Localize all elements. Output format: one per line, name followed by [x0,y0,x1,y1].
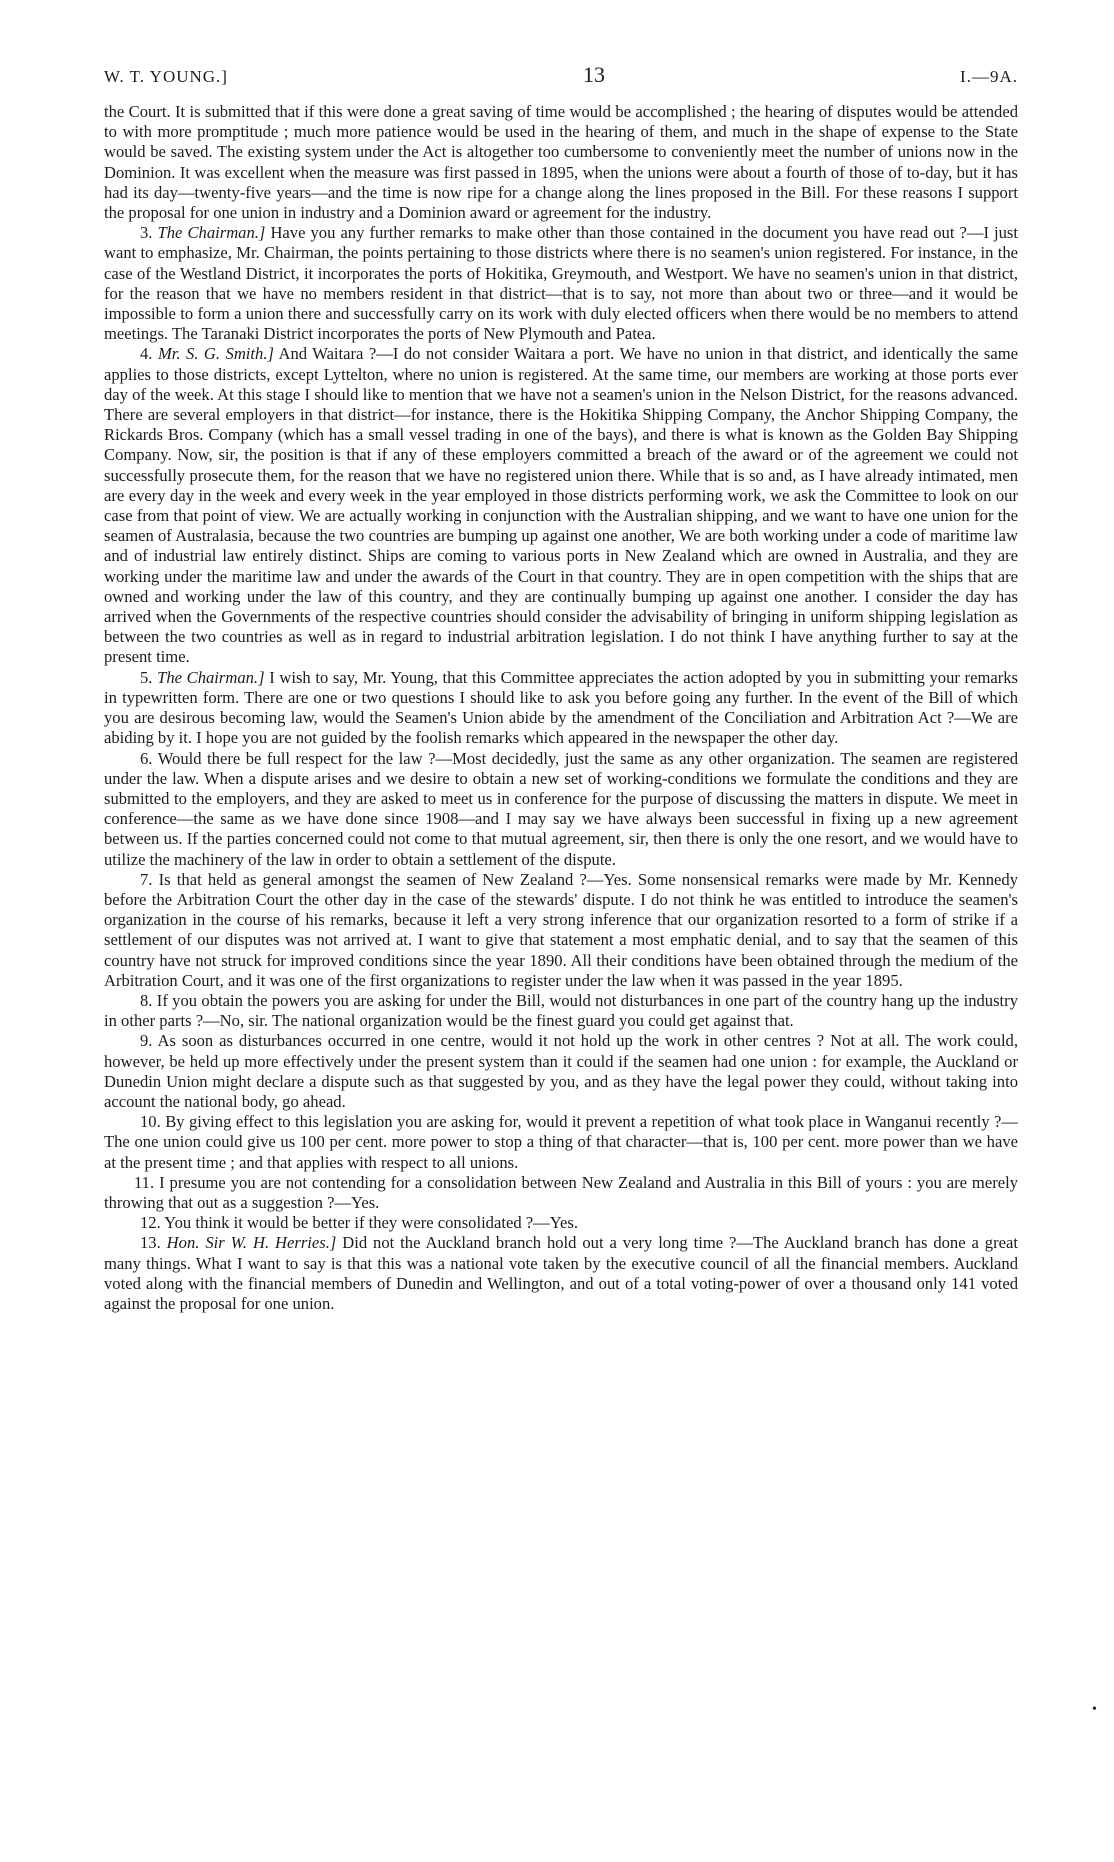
paragraph-text: Have you any further remarks to make other than those contained in the document you have read out ?—I just want to emphasize, Mr. Chairman, the points pertaining to those districts where there is no seamen's union registered. For instance, in the case of the Westland District, it incorporates the ports of Hokitika, Greymouth, and Westport. We have no seamen's union in that district, for the reason that we have no members resident in that district—that is to say, not more than about two or three—and it would be impossible to form a union there and successfully carry on its work with duly elected officers when there would be no members to attend meetings. The Taranaki District incorporates the ports of New Plymouth and Patea. [104,223,1018,344]
paper-reference: I.—9A. [960,67,1018,86]
paragraph-3 [104,223,1018,344]
header-witness-name: W. T. YOUNG.] [104,67,228,86]
paragraph-number: 8. [140,990,153,1010]
paragraph-text: the Court. It is submitted that if this were done a great saving of time would be accomplished ; the hearing of disputes would be attended to with more promptitude ; much more patience would be used in the hearing of them, and much in the shape of expense to the State would be saved. The existing system under the Act is altogether too cumbersome to conveniently meet the number of unions now in the Dominion. It was excellent when the measure was first passed in 1895, when the unions were about a fourth of those of to-day, but it has had its day—twenty-five years—and the time is now ripe for a change along the lines proposed in the Bill. For these reasons I support the proposal for one union in industry and a Dominion award or agreement for the industry. [104,102,1018,223]
paragraph-number: 3. [140,223,153,243]
paragraph-9 [104,1031,1018,1112]
paragraph-8 [104,991,1018,1031]
paragraph-number: 5. [140,667,153,687]
speaker-name: The Chairman.] [157,667,265,687]
paragraph-number: 4. [140,344,153,364]
paragraph-10 [104,1112,1018,1173]
speaker-name: Mr. S. G. Smith.] [157,344,274,364]
speaker-name: The Chairman.] [157,223,266,243]
paragraph-text: Would there be full respect for the law ?—Most decidedly, just the same as any other organization. The seamen are registered under the law. When a dispute arises and we desire to obtain a new set of working-conditions we formulate the conditions and they are submitted to the employers, and they are asked to meet us in conference for the purpose of discussing the matters in dispute. We meet in conference—the same as we have done since 1908—and I may say we have always been successful in fixing up a new agreement between us. If the parties concerned could not come to that mutual agreement, sir, then there is only the one resort, and we would have to utilize the machinery of the law in order to obtain a settlement of the dispute. [104,748,1018,869]
paragraph-number: 9. [140,1031,153,1051]
margin-mark: • [1092,1702,1097,1717]
paragraph-7 [104,870,1018,991]
paragraph-text: If you obtain the powers you are asking for under the Bill, would not disturbances in one part of the country hang up the industry in other parts ?—No, sir. The national organization would be the finest guard you could get against that. [104,990,1018,1031]
paragraph-text: Is that held as general amongst the seamen of New Zealand ?—Yes. Some nonsensical remarks were made by Mr. Kennedy before the Arbitration Court the other day in the case of the stewards' dispute. I do not think he was entitled to introduce the seamen's organization in the course of his remarks, because it left a very strong inference that our organization resorted to a form of strike if a settlement of our disputes was not arrived at. I want to give that statement a most emphatic denial, and to say that the seamen of this country have not struck for improved conditions since the year 1890. All their conditions have been obtained through the medium of the Arbitration Court, and it was one of the first organizations to register under the law when it was passed in the year 1895. [104,869,1018,990]
paragraph-continued [104,102,1018,223]
paragraph-text: By giving effect to this legislation you are asking for, would it prevent a repetition of what took place in Wanganui recently ?—The one union could give us 100 per cent. more power to stop a thing of that character—that is, 100 per cent. more power than we have at the present time ; and that applies with respect to all unions. [104,1112,1018,1172]
paragraph-number: 12. [140,1213,161,1233]
page-header [104,62,1018,102]
body-text [104,102,1018,1314]
paragraph-number: 10. [140,1112,161,1132]
paragraph-text: And Waitara ?—I do not consider Waitara a port. We have no union in that district, and identically the same applies to those districts, except Lyttelton, where no union is registered. At the same time, our members are working at those ports ever day of the week. At this stage I should like to mention that we have not a seamen's union in the Nelson District, for the reasons advanced. There are several employers in that district—for instance, there is the Hokitika Shipping Company, the Anchor Shipping Company, the Rickards Bros. Company (which has a small vessel trading in one of the bays), and there is what is known as the Golden Bay Shipping Company. Now, sir, the position is that if any of these employers committed a breach of the award or of the agreement we could not successfully prosecute them, for the reason that we have no registered union there. While that is so and, as I have already intimated, men are every day in the week and every week in the year employed in those districts performing work, we ask the Committee to look on our case from that point of view. We are actually working in conjunction with the Australian shipping, and we want to have one union for the seamen of Australasia, because the two countries are bumping up against one another, We are both working under a code of maritime law and of industrial law entirely distinct. Ships are coming to various ports in New Zealand which are owned in Australia, and they are working under the maritime law and under the awards of the Court in that country. They are in open competition with the ships that are owned and working under the law of this country, and they are continually bumping up against one another. I consider the day has arrived when the Governments of the respective countries should consider the advisability of bringing in uniform shipping legislation as between the two countries as well as in regard to industrial arbitration legislation. I do not think I have anything further to say at the present time. [104,344,1019,667]
paragraph-number: 13. [140,1233,161,1253]
paragraph-12 [104,1213,1018,1233]
page-number: 13 [583,62,605,87]
paragraph-text: Did not the Auckland branch hold out a very long time ?—The Auckland branch has done a great many things. What I want to say is that this was a national vote taken by the executive council of all the financial members. Auckland voted along with the financial members of Dunedin and Wellington, and out of a total voting-power of over a thousand only 141 voted against the proposal for one union. [104,1233,1018,1313]
paragraph-text: You think it would be better if they were consolidated ?—Yes. [164,1213,579,1233]
paragraph-11 [104,1173,1018,1213]
paragraph-text: I presume you are not contending for a consolidation between New Zealand and Australia in this Bill of yours : you are merely throwing that out as a suggestion ?—Yes. [104,1172,1019,1212]
paragraph-text: I wish to say, Mr. Young, that this Committee appreciates the action adopted by you in submitting your remarks in typewritten form. There are one or two questions I should like to ask you before going any further. In the event of the Bill of which you are desirous becoming law, would the Seamen's Union abide by the amendment of the Conciliation and Arbitration Act ?—We are abiding by it. I hope you are not guided by the foolish remarks which appeared in the newspaper the other day. [104,667,1018,748]
paragraph-5 [104,668,1018,749]
paragraph-number: 7. [140,869,153,889]
paragraph-13 [104,1233,1018,1314]
paragraph-4 [104,344,1018,667]
paragraph-6 [104,749,1018,870]
paragraph-number: 6. [140,748,153,768]
paragraph-text: As soon as disturbances occurred in one centre, would it not hold up the work in other centres ? Not at all. The work could, however, be held up more effectively under the present system than it could if the seamen had one union : for example, the Auckland or Dunedin Union might declare a dispute such as that suggested by you, and as they have the legal power they could, without taking into account the national body, go ahead. [104,1031,1019,1111]
speaker-name: Hon. Sir W. H. Herries.] [166,1233,337,1253]
paragraph-number: 11. [134,1172,155,1192]
